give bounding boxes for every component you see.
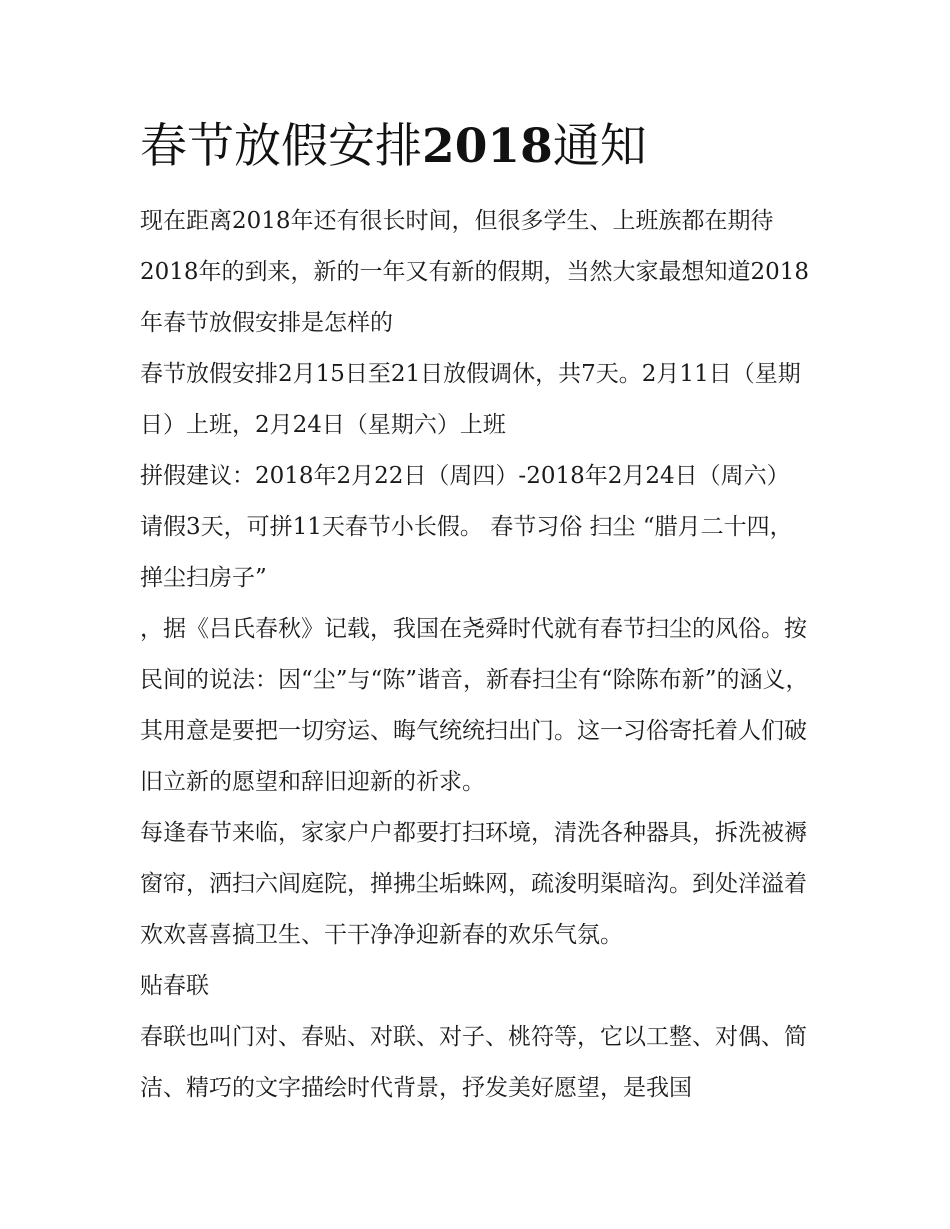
title-year: 2018 [422, 119, 553, 174]
paragraph-heading-couplets: 贴春联 [140, 973, 209, 999]
paragraph-holiday-schedule: 春节放假安排2月15日至21日放假调休，共7天。2月11日（星期日）上班，2月24日（星期六）上班 [140, 361, 801, 438]
title-suffix: 通知 [552, 119, 647, 174]
paragraph-dusting-history: ，据《吕氏春秋》记载，我国在尧舜时代就有春节扫尘的风俗。按民间的说法：因“尘”与“陈”谐音，新春扫尘有“除陈布新”的涵义，其用意是要把一切穷运、晦气统统扫出门。这一习俗寄托着人们破旧立新的愿望和辞旧迎新的祈求。 [140, 616, 809, 795]
document-title [140, 112, 647, 182]
paragraph-intro: 现在距离2018年还有很长时间，但很多学生、上班族都在期待2018年的到来，新的一年又有新的假期，当然大家最想知道2018年春节放假安排是怎样的 [140, 208, 810, 336]
title-prefix: 春节放假安排 [140, 119, 422, 174]
document-body [140, 196, 812, 1114]
paragraph-cleaning: 每逢春节来临，家家户户都要打扫环境，清洗各种器具，拆洗被褥窗帘，洒扫六闾庭院，掸拂尘垢蛛网，疏浚明渠暗沟。到处洋溢着欢欢喜喜搞卫生、干干净净迎新春的欢乐气氛。 [140, 820, 807, 948]
paragraph-leave-suggestion: 拼假建议：2018年2月22日（周四）-2018年2月24日（周六）请假3天，可拼11天春节小长假。 春节习俗 扫尘 “腊月二十四，掸尘扫房子” [140, 463, 793, 591]
paragraph-couplets: 春联也叫门对、春贴、对联、对子、桃符等，它以工整、对偶、简洁、精巧的文字描绘时代背景，抒发美好愿望，是我国 [140, 1024, 807, 1101]
